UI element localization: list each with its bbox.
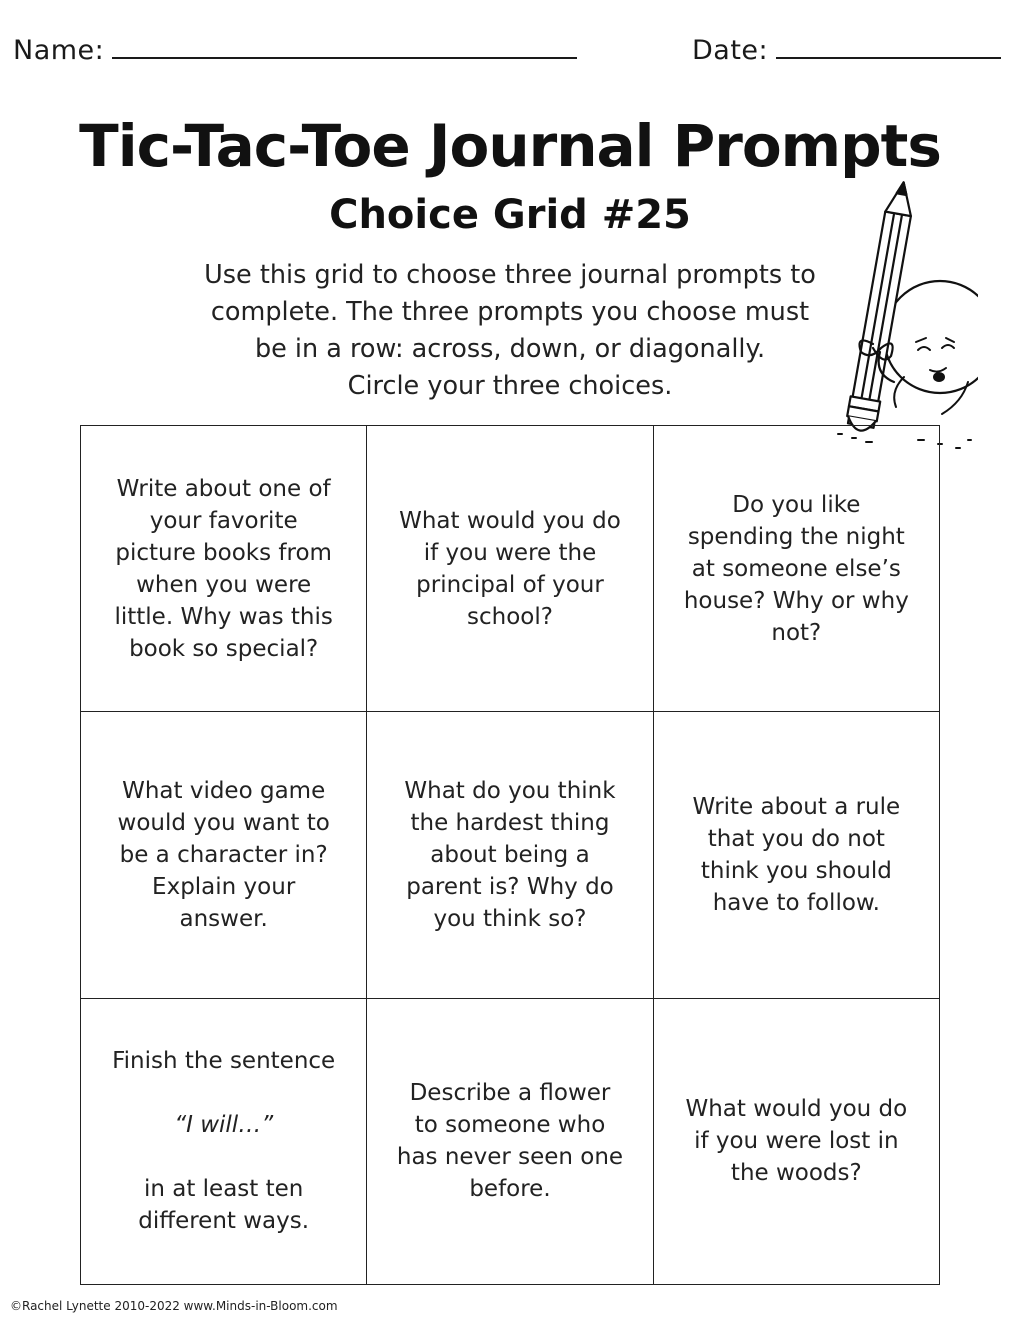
prompt-line: different ways. bbox=[138, 1208, 310, 1235]
grid-cell[interactable] bbox=[653, 426, 939, 712]
prompt-line: answer. bbox=[179, 905, 268, 932]
instructions-line: Use this grid to choose three journal prompts to bbox=[204, 260, 816, 290]
date-field[interactable] bbox=[692, 33, 1001, 66]
prompt-line: at someone else’s bbox=[691, 555, 901, 582]
prompt-line: in at least ten bbox=[143, 1176, 304, 1203]
prompt-line: your favorite bbox=[149, 507, 298, 534]
grid-cell[interactable] bbox=[367, 426, 653, 712]
prompt-line: before. bbox=[469, 1176, 551, 1203]
instructions-line: Circle your three choices. bbox=[347, 371, 673, 401]
prompt-line: Explain your bbox=[152, 873, 296, 900]
prompt-line: about being a bbox=[430, 841, 590, 868]
prompt-line: What would you do bbox=[685, 1096, 908, 1123]
name-blank-line[interactable] bbox=[112, 33, 577, 59]
prompt-line: Finish the sentence bbox=[112, 1048, 336, 1075]
prompt-line: What video game bbox=[122, 777, 326, 804]
prompt-line: school? bbox=[467, 603, 553, 630]
page-title: Tic-Tac-Toe Journal Prompts bbox=[79, 112, 941, 180]
grid-row bbox=[81, 998, 940, 1284]
grid-cell[interactable] bbox=[81, 712, 367, 998]
prompt-line: have to follow. bbox=[712, 889, 880, 916]
instructions-line: be in a row: across, down, or diagonally. bbox=[254, 334, 766, 364]
prompt-line: Write about one of bbox=[116, 475, 331, 502]
name-label: Name: bbox=[13, 35, 105, 66]
prompt-line: when you were bbox=[136, 571, 312, 598]
grid-cell[interactable] bbox=[367, 998, 653, 1284]
prompt-line: Write about a rule bbox=[692, 793, 901, 820]
prompt-line: be a character in? bbox=[119, 841, 328, 868]
date-blank-line[interactable] bbox=[776, 33, 1001, 59]
prompt-line: What would you do bbox=[399, 507, 621, 534]
prompt-line: the hardest thing bbox=[410, 809, 610, 836]
grid-cell[interactable] bbox=[653, 712, 939, 998]
prompt-line: principal of your bbox=[416, 571, 604, 598]
prompt-line: you think so? bbox=[433, 905, 587, 932]
choice-grid bbox=[80, 425, 940, 1285]
date-label: Date: bbox=[692, 35, 769, 66]
prompt-line: would you want to bbox=[117, 809, 330, 836]
prompt-line: if you were lost in bbox=[694, 1128, 899, 1155]
page-subtitle: Choice Grid #25 bbox=[329, 192, 691, 238]
copyright-footer: ©Rachel Lynette 2010-2022 www.Minds-in-Bloom.com bbox=[10, 1299, 338, 1313]
grid-row bbox=[81, 426, 940, 712]
prompt-line: little. Why was this bbox=[114, 603, 333, 630]
grid-cell[interactable] bbox=[367, 712, 653, 998]
spacer bbox=[95, 1077, 352, 1109]
grid-cell[interactable] bbox=[653, 998, 939, 1284]
grid-row bbox=[81, 712, 940, 998]
prompt-line: the woods? bbox=[730, 1160, 862, 1187]
grid-cell[interactable] bbox=[81, 998, 367, 1284]
prompt-line: picture books from bbox=[115, 539, 332, 566]
instructions-line: complete. The three prompts you choose must bbox=[210, 297, 810, 327]
instructions bbox=[150, 257, 870, 405]
prompt-line: that you do not bbox=[707, 825, 885, 852]
prompt-line: What do you think bbox=[404, 777, 616, 804]
prompt-line: has never seen one bbox=[396, 1144, 624, 1171]
name-field[interactable] bbox=[13, 33, 577, 66]
grid-cell[interactable] bbox=[81, 426, 367, 712]
prompt-line: book so special? bbox=[129, 635, 319, 662]
prompt-line: not? bbox=[771, 619, 822, 646]
prompt-line: Describe a flower bbox=[409, 1080, 611, 1107]
prompt-line: think you should bbox=[700, 857, 892, 884]
prompt-line: house? Why or why bbox=[683, 587, 909, 614]
prompt-line: parent is? Why do bbox=[406, 873, 614, 900]
spacer bbox=[95, 1141, 352, 1173]
prompt-line: spending the night bbox=[687, 523, 905, 550]
prompt-quote: “I will…” bbox=[174, 1112, 274, 1139]
prompt-line: Do you like bbox=[732, 491, 861, 518]
prompt-line: if you were the bbox=[423, 539, 597, 566]
prompt-line: to someone who bbox=[414, 1112, 606, 1139]
